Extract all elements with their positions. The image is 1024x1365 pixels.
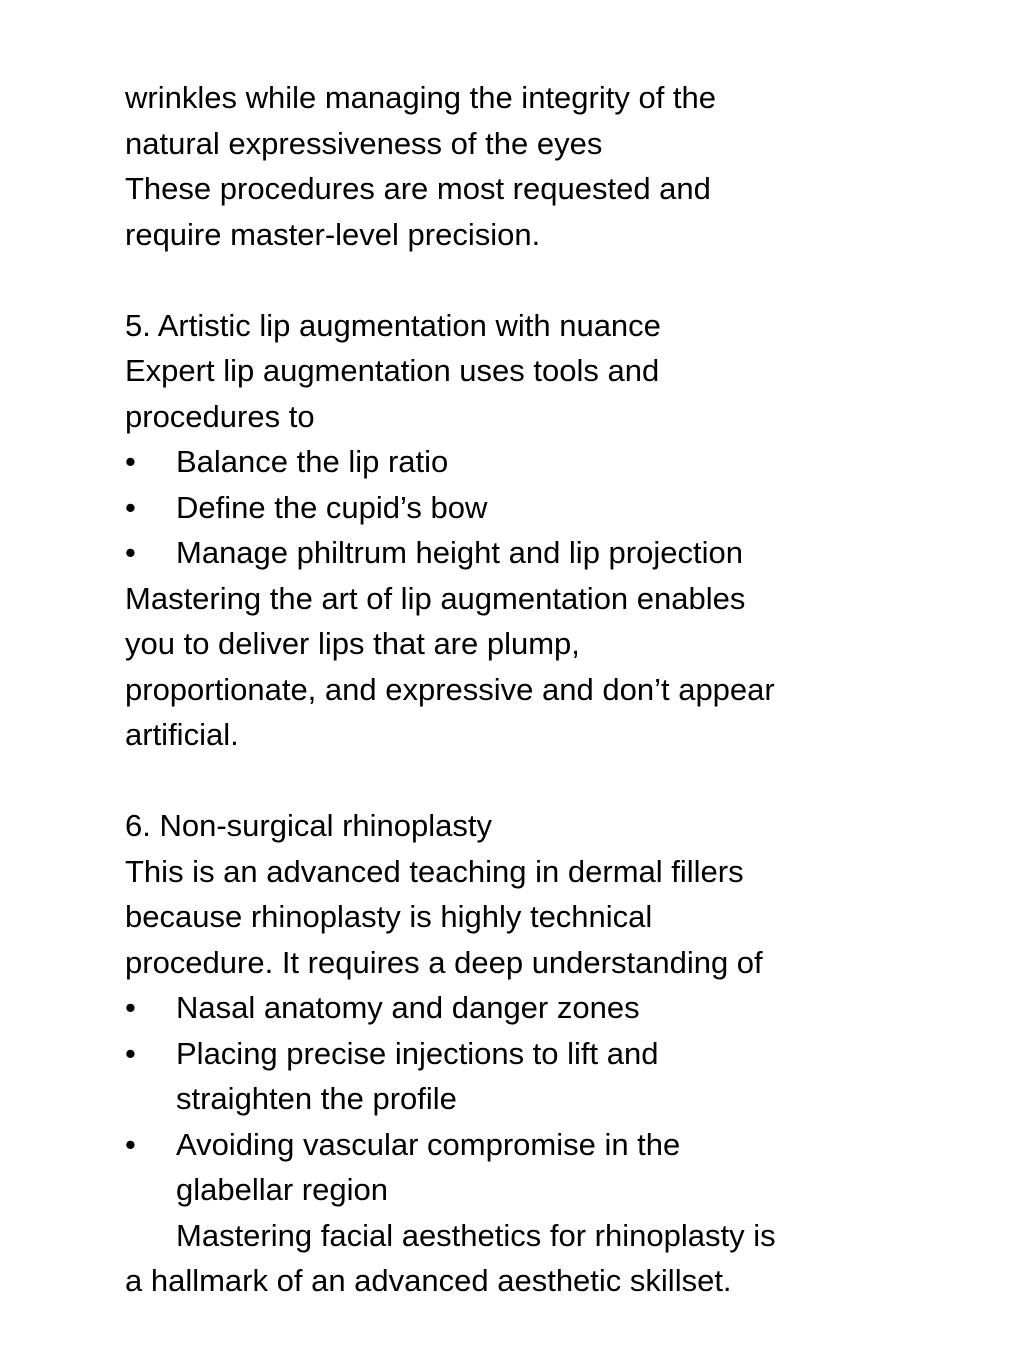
document-page (125, 75, 885, 1304)
text-line: wrinkles while managing the integrity of the (125, 80, 717, 115)
section-heading: 5. Artistic lip augmentation with nuance (125, 307, 661, 343)
list-item (125, 1122, 885, 1213)
text-line: a hallmark of an advanced aesthetic skillset. (125, 1263, 732, 1298)
bullet-icon: • (125, 990, 136, 1025)
list-item-text: Nasal anatomy and danger zones (176, 990, 640, 1025)
bullet-icon: • (125, 444, 136, 479)
text-line: require master-level precision. (125, 216, 541, 252)
paragraph-gap (125, 257, 885, 303)
list-item-text: Balance the lip ratio (176, 444, 449, 479)
bullet-icon: • (125, 535, 136, 570)
intro-paragraph (125, 75, 885, 257)
section-lip-augmentation (125, 303, 885, 758)
text-line: This is an advanced teaching in dermal fillers (125, 853, 744, 889)
bullet-icon: • (125, 1126, 136, 1162)
list-item (125, 439, 885, 485)
text-line: natural expressiveness of the eyes (125, 125, 603, 161)
list-item-text: Manage philtrum height and lip projection (176, 535, 743, 570)
list-item-text: Placing precise injections to lift and straighten the profile (176, 1035, 659, 1116)
text-line: because rhinoplasty is highly technical (125, 899, 653, 934)
bullet-icon: • (125, 1035, 136, 1071)
section-rhinoplasty (125, 803, 885, 1304)
list-item (125, 530, 885, 576)
bullet-icon: • (125, 489, 136, 525)
text-line: artificial. (125, 717, 239, 752)
list-item (125, 485, 885, 531)
text-line: you to deliver lips that are plump, (125, 626, 580, 661)
text-line: These procedures are most requested and (125, 171, 711, 206)
list-item-text: Avoiding vascular compromise in the glabellar region (176, 1126, 681, 1207)
text-line: proportionate, and expressive and don’t appear (125, 671, 775, 707)
list-item-text: Define the cupid’s bow (176, 489, 488, 525)
paragraph-gap (125, 758, 885, 804)
text-line: procedures to (125, 398, 315, 434)
text-line: Expert lip augmentation uses tools and (125, 353, 660, 388)
text-line: procedure. It requires a deep understanding of (125, 944, 763, 980)
list-item (125, 1031, 885, 1122)
text-line: Mastering the art of lip augmentation enables (125, 580, 746, 616)
section-heading: 6. Non-surgical rhinoplasty (125, 808, 493, 843)
list-item (125, 985, 885, 1031)
text-line: Mastering facial aesthetics for rhinoplasty is (176, 1217, 776, 1253)
